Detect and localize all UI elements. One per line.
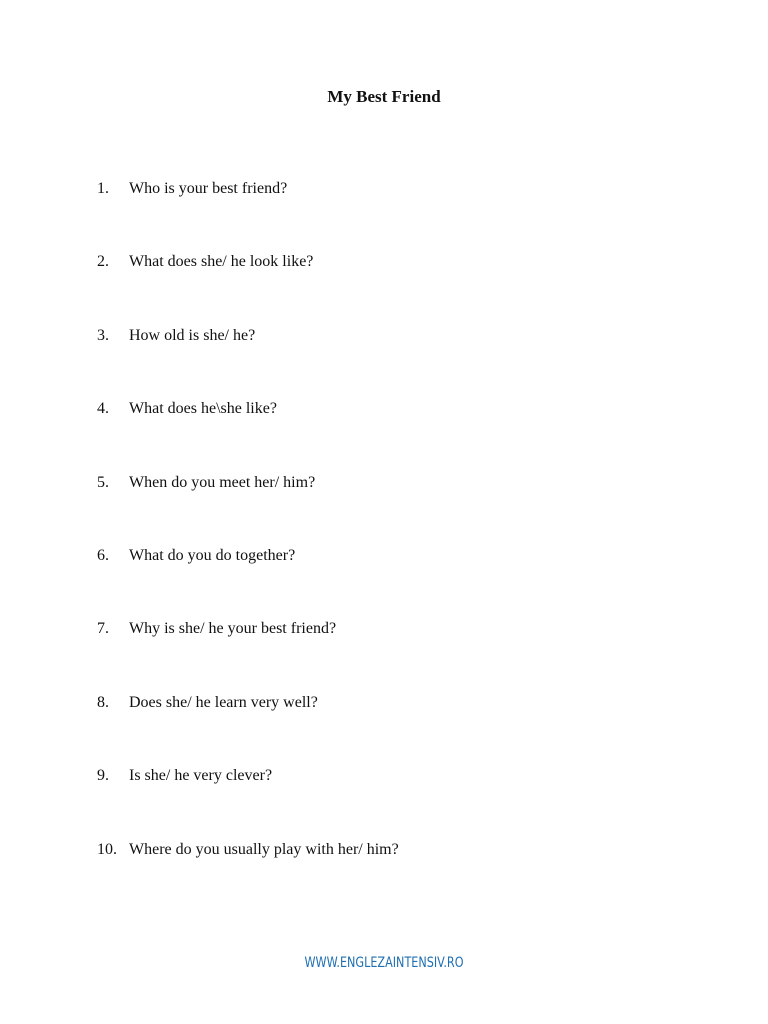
list-item bbox=[97, 251, 399, 324]
question-number: 10. bbox=[97, 840, 117, 858]
question-list bbox=[97, 178, 399, 912]
question-number: 6. bbox=[97, 546, 109, 564]
footer-website-link[interactable]: WWW.ENGLEZAINTENSIV.RO bbox=[304, 955, 464, 971]
list-item bbox=[97, 765, 399, 838]
question-text: Is she/ he very clever? bbox=[129, 767, 273, 785]
list-item bbox=[97, 472, 399, 545]
question-number: 2. bbox=[97, 253, 109, 271]
list-item bbox=[97, 618, 399, 691]
question-text: Why is she/ he your best friend? bbox=[129, 620, 337, 638]
question-number: 4. bbox=[97, 400, 109, 418]
question-text: Does she/ he learn very well? bbox=[129, 693, 318, 711]
list-item bbox=[97, 545, 399, 618]
question-text: How old is she/ he? bbox=[129, 326, 256, 344]
question-number: 1. bbox=[97, 180, 109, 197]
question-number: 9. bbox=[97, 767, 109, 785]
list-item bbox=[97, 692, 399, 765]
question-text: Who is your best friend? bbox=[129, 180, 288, 197]
question-text: What does he\she like? bbox=[129, 400, 277, 418]
list-item bbox=[97, 398, 399, 471]
question-number: 8. bbox=[97, 693, 109, 711]
question-text: What does she/ he look like? bbox=[129, 253, 314, 271]
question-number: 7. bbox=[97, 620, 109, 638]
page-title: My Best Friend bbox=[327, 87, 441, 106]
list-item bbox=[97, 839, 399, 912]
question-text: What do you do together? bbox=[129, 546, 296, 564]
question-number: 5. bbox=[97, 473, 109, 491]
question-text: When do you meet her/ him? bbox=[129, 473, 316, 491]
question-text: Where do you usually play with her/ him? bbox=[129, 840, 399, 858]
list-item bbox=[97, 325, 399, 398]
question-number: 3. bbox=[97, 326, 109, 344]
list-item bbox=[97, 178, 399, 251]
